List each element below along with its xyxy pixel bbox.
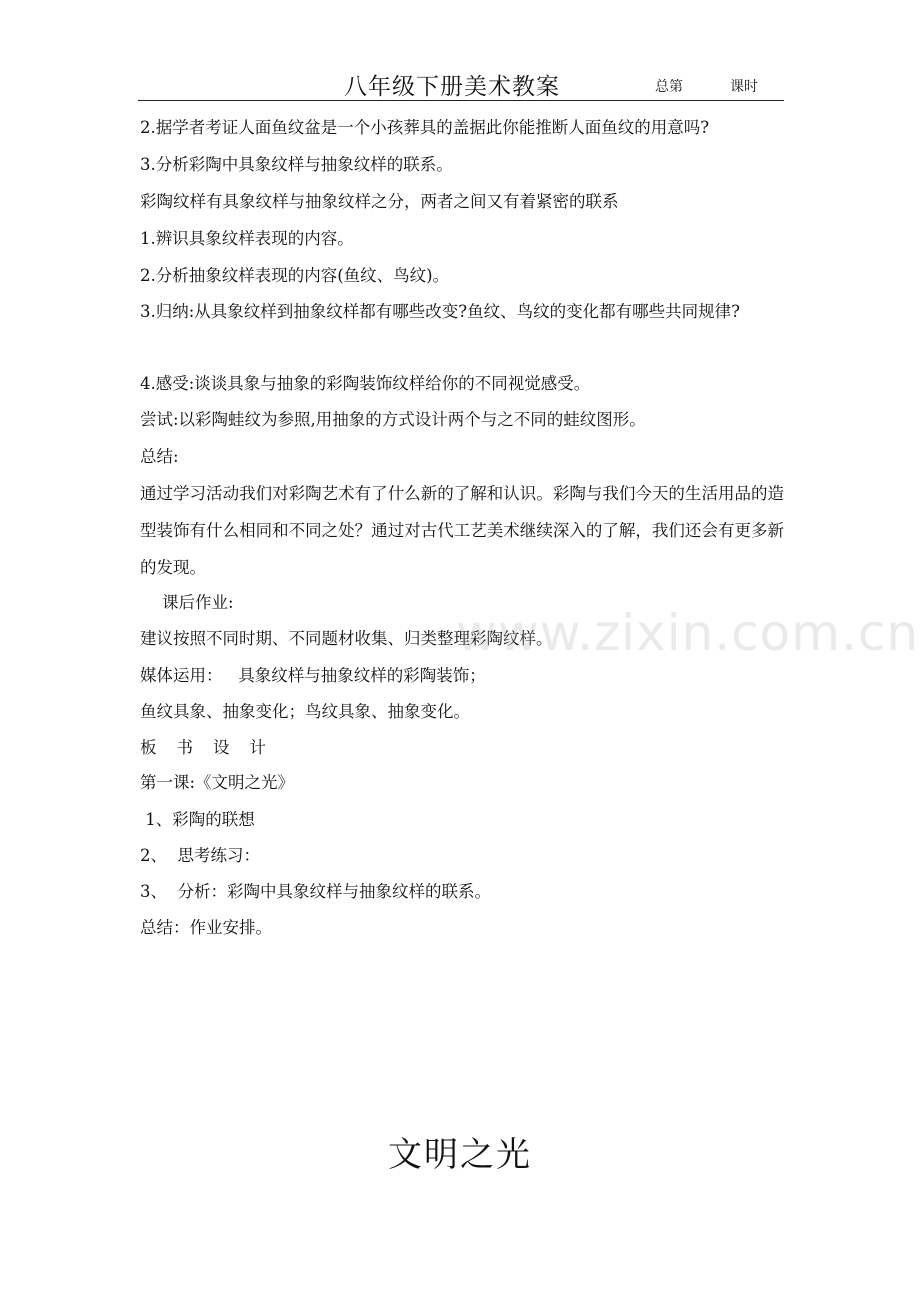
header-title: 八年级下册美术教案 [344,74,560,100]
watermark: www.zixin.com.cn [456,604,920,662]
step-4: 4.感受:谈谈具象与抽象的彩陶装饰纹样给你的不同视觉感受。 [140,374,591,393]
media-paragraph-2: 鱼纹具象、抽象变化；鸟纹具象、抽象变化。 [140,702,470,721]
question-2: 2.据学者考证人面鱼纹盆是一个小孩葬具的盖据此你能推断人面鱼纹的用意吗? [140,118,710,137]
board-item-2: 2、 思考练习： [140,846,260,865]
header-total-label: 总第 [655,79,683,95]
lesson-title: 第一课:《文明之光》 [140,773,295,792]
intro-paragraph: 彩陶纹样有具象纹样与抽象纹样之分，两者之间又有着紧密的联系 [140,192,619,211]
homework-paragraph: 建议按照不同时期、不同题材收集、归类整理彩陶纹样。 [140,629,553,648]
page-header [138,62,784,101]
question-3: 3.分析彩陶中具象纹样与抽象纹样的联系。 [140,155,453,174]
header-period-label: 课时 [730,79,758,95]
try-paragraph: 尝试:以彩陶蛙纹为参照,用抽象的方式设计两个与之不同的蛙纹图形。 [140,410,646,429]
summary-label: 总结: [140,447,179,466]
homework-label: 课后作业: [162,593,234,612]
step-1: 1.辨识具象纹样表现的内容。 [140,229,354,248]
board-item-3: 3、 分析：彩陶中具象纹样与抽象纹样的联系。 [140,882,491,901]
board-item-1: 1、彩陶的联想 [140,810,255,829]
board-design-heading: 板书设计 [140,738,286,757]
board-summary: 总结：作业安排。 [140,918,272,937]
next-page-title: 文明之光 [388,1135,532,1175]
media-paragraph: 媒体运用： 具象纹样与抽象纹样的彩陶装饰； [140,666,486,685]
summary-paragraph: 通过学习活动我们对彩陶艺术有了什么新的了解和认识。彩陶与我们今天的生活用品的造型装饰有什么相同和不同之处？通过对古代工艺美术继续深入的了解，我们还会有更多新的发现。 [140,484,784,577]
step-3: 3.归纳:从具象纹样到抽象纹样都有哪些改变?鱼纹、鸟纹的变化都有哪些共同规律? [140,302,740,321]
step-2: 2.分析抽象纹样表现的内容(鱼纹、鸟纹)。 [140,266,450,285]
